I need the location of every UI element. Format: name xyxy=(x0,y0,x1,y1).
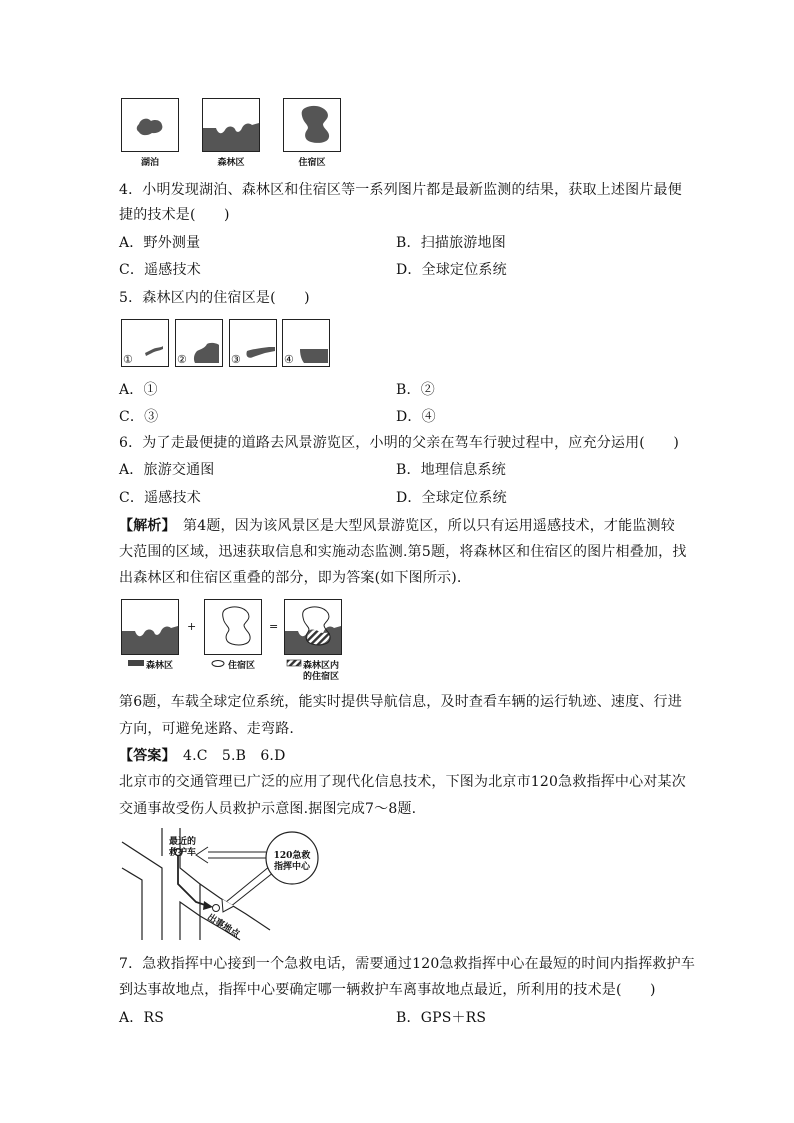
option-figure-2-label: ② xyxy=(177,353,187,366)
analysis-text1: 第4题，因为该风景区是大型风景游览区，所以只有运用遥感技术，才能监测较 xyxy=(168,518,675,534)
option-figure-3-label: ③ xyxy=(231,353,241,366)
q6-option-a: A．旅游交通图 xyxy=(119,462,215,478)
option-figure-4-label: ④ xyxy=(284,353,294,366)
q5-stem: 5．森林区内的住宿区是( ) xyxy=(119,290,310,306)
analysis-line4: 第6题，车载全球定位系统，能实时提供导航信息，及时查看车辆的运行轨迹、速度、行进 xyxy=(119,694,682,710)
intro-line2: 交通事故受伤人员救护示意图.据图完成7～8题. xyxy=(119,801,417,817)
lodging-image xyxy=(283,98,341,152)
legend-forest-label: 森林区 xyxy=(146,661,174,671)
legend-overlap-label-2: 的住宿区 xyxy=(303,672,340,682)
legend-overlap-swatch xyxy=(287,660,301,666)
q7-stem-line1: 7．急救指挥中心接到一个急救电话，需要通过120急救指挥中心在最短的时间内指挥救护车 xyxy=(119,956,696,972)
option-figure-1-label: ① xyxy=(123,353,133,366)
analysis-line1 xyxy=(119,516,675,536)
q6-option-c: C．遥感技术 xyxy=(119,490,201,506)
analysis-line3: 出森林区和住宿区重叠的部分，即为答案(如下图所示). xyxy=(119,570,462,586)
accident-site-label: 出事地点 xyxy=(205,912,241,941)
plus-sign: + xyxy=(187,620,197,633)
q5-option-d: D．④ xyxy=(396,409,436,425)
overlay-lodging-image xyxy=(204,599,262,655)
q7-option-a: A．RS xyxy=(119,1010,165,1026)
q6-option-d: D．全球定位系统 xyxy=(396,490,507,506)
q4-option-c: C．遥感技术 xyxy=(119,262,201,278)
q5-option-c: C．③ xyxy=(119,409,159,425)
lake-label: 湖泊 xyxy=(140,158,159,168)
intro-line1: 北京市的交通管理已广泛的应用了现代化信息技术，下图为北京市120急救指挥中心对某次 xyxy=(119,774,686,790)
q6-stem: 6．为了走最便捷的道路去风景游览区，小明的父亲在驾车行驶过程中，应充分运用( ) xyxy=(119,435,680,451)
ambulance-label-2: 救护车 xyxy=(169,848,197,858)
q4-stem-line1: 4．小明发现湖泊、森林区和住宿区等一系列图片都是最新监测的结果，获取上述图片最便 xyxy=(119,182,682,198)
answer-line xyxy=(119,746,286,766)
q6-option-b: B．地理信息系统 xyxy=(396,462,506,478)
overlay-result-image xyxy=(284,599,342,655)
lodging-label: 住宿区 xyxy=(298,158,326,168)
analysis-line5: 方向，可避免迷路、走弯路. xyxy=(119,721,295,737)
command-center-label-2: 指挥中心 xyxy=(273,862,310,872)
rescue-map-roads xyxy=(120,828,360,942)
overlay-forest-image xyxy=(121,599,179,655)
legend-lodging-label: 住宿区 xyxy=(228,661,256,671)
q5-option-a: A．① xyxy=(119,382,158,398)
forest-image xyxy=(202,98,260,152)
q4-stem-line2: 捷的技术是( ) xyxy=(119,207,230,223)
legend-forest-swatch xyxy=(128,660,144,666)
answer-tag: 【答案】 xyxy=(119,748,169,764)
legend-lodging-swatch xyxy=(211,660,225,667)
q4-option-a: A．野外测量 xyxy=(119,235,201,251)
forest-label: 森林区 xyxy=(217,158,245,168)
q7-option-b: B．GPS＋RS xyxy=(396,1010,487,1026)
analysis-line2: 大范围的区域，迅速获取信息和实施动态监测.第5题，将森林区和住宿区的图片相叠加，找 xyxy=(119,544,687,560)
ambulance-label-1: 最近的 xyxy=(169,837,197,847)
q4-option-b: B．扫描旅游地图 xyxy=(396,235,506,251)
q4-option-d: D．全球定位系统 xyxy=(396,262,507,278)
command-center-label-1: 120急救 xyxy=(273,851,311,861)
legend-overlap-label-1: 森林区内 xyxy=(303,661,340,671)
equals-sign: = xyxy=(269,620,279,633)
analysis-tag: 【解析】 xyxy=(119,518,169,534)
answer-text: 4.C 5.B 6.D xyxy=(168,748,286,764)
q7-stem-line2: 到达事故地点，指挥中心要确定哪一辆救护车离事故地点最近，所利用的技术是( ) xyxy=(119,982,656,998)
lake-image xyxy=(121,98,179,152)
q5-option-b: B．② xyxy=(396,382,435,398)
